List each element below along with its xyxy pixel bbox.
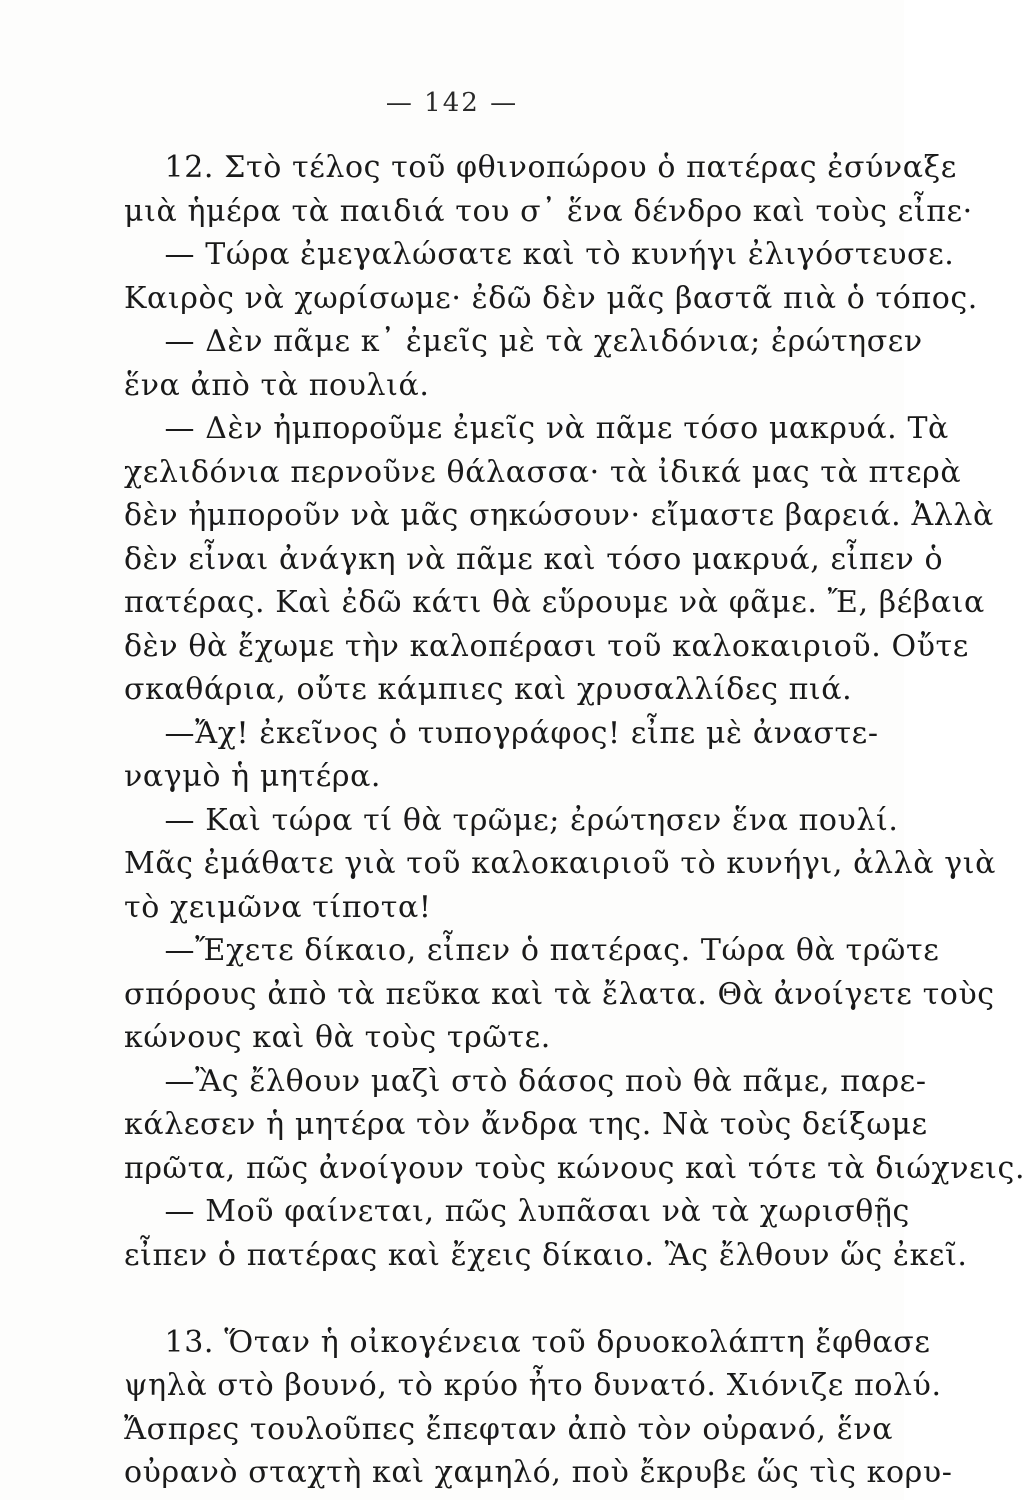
text-line: ναγμὸ ἡ μητέρα. (124, 759, 382, 794)
text-line: μιὰ ἡμέρα τὰ παιδιά του σ᾽ ἕνα δένδρο καὶ τοὺς εἶπε· (124, 193, 973, 229)
text-line: κώνους καὶ θὰ τοὺς τρῶτε. (124, 1020, 551, 1055)
text-line: Μᾶς ἐμάθατε γιὰ τοῦ καλοκαιριοῦ τὸ κυνήγι, ἀλλὰ γιὰ (124, 846, 996, 881)
text-line: σκαθάρια, οὔτε κάμπιες καὶ χρυσαλλίδες πιά. (124, 672, 853, 707)
text-line: — Δὲν ἠμποροῦμε ἐμεῖς νὰ πᾶμε τόσο μακρυά. Τὰ (124, 411, 949, 446)
text-line: ἕνα ἀπὸ τὰ πουλιά. (124, 367, 430, 403)
text-line: ψηλὰ στὸ βουνό, τὸ κρύο ἦτο δυνατό. Χιόνιζε πολύ. (124, 1368, 942, 1403)
text-line: δὲν εἶναι ἀνάγκη νὰ πᾶμε καὶ τόσο μακρυά, εἶπεν ὁ (124, 541, 944, 577)
text-line: δὲν ἠμποροῦν νὰ μᾶς σηκώσουν· εἴμαστε βαρειά. Ἀλλὰ (124, 498, 994, 533)
text-line: —Ἂς ἔλθουν μαζὶ στὸ δάσος ποὺ θὰ πᾶμε, παρε- (124, 1063, 927, 1099)
text-line: Ἄσπρες τουλοῦπες ἔπεφταν ἀπὸ τὸν οὐρανό, ἕνα (124, 1411, 894, 1447)
text-line: δὲν θὰ ἔχωμε τὴν καλοπέρασι τοῦ καλοκαιριοῦ. Οὔτε (124, 628, 969, 664)
text-line: — Μοῦ φαίνεται, πῶς λυπᾶσαι νὰ τὰ χωρισθῇς (124, 1194, 910, 1229)
text-line: πρῶτα, πῶς ἀνοίγουν τοὺς κώνους καὶ τότε τὰ διώχνεις. (124, 1150, 1025, 1186)
text-line: εἶπεν ὁ πατέρας καὶ ἔχεις δίκαιο. Ἂς ἔλθουν ὥς ἐκεῖ. (124, 1237, 968, 1273)
body-text (124, 146, 1025, 1495)
text-line: πατέρας. Καὶ ἐδῶ κάτι θὰ εὕρουμε νὰ φᾶμε. Ἔ, βέβαια (124, 585, 985, 620)
text-line: —Ἄχ! ἐκεῖνος ὁ τυπογράφος! εἶπε μὲ ἀναστε- (124, 715, 879, 751)
text-line: 13. Ὅταν ἡ οἰκογένεια τοῦ δρυοκολάπτη ἔφθασε (124, 1324, 931, 1360)
text-line: σπόρους ἀπὸ τὰ πεῦκα καὶ τὰ ἔλατα. Θὰ ἀνοίγετε τοὺς (124, 976, 995, 1012)
text-line: χελιδόνια περνοῦνε θάλασσα· τὰ ἰδικά μας τὰ πτερὰ (124, 454, 962, 490)
page-number: — 142 — (385, 88, 519, 118)
text-line: — Δὲν πᾶμε κ᾽ ἐμεῖς μὲ τὰ χελιδόνια; ἐρώτησεν (124, 324, 923, 359)
text-line: —Ἔχετε δίκαιο, εἶπεν ὁ πατέρας. Τώρα θὰ τρῶτε (124, 933, 940, 968)
text-line: — Καὶ τώρα τί θὰ τρῶμε; ἐρώτησεν ἕνα πουλί. (124, 802, 899, 838)
text-line: τὸ χειμῶνα τίποτα! (124, 889, 432, 925)
section-spacer (124, 1277, 906, 1321)
text-line: — Τώρα ἐμεγαλώσατε καὶ τὸ κυνήγι ἐλιγόστευσε. (124, 237, 955, 272)
text-line: Καιρὸς νὰ χωρίσωμε· ἐδῶ δὲν μᾶς βαστᾶ πιὰ ὁ τόπος. (124, 280, 978, 316)
text-line: 12. Στὸ τέλος τοῦ φθινοπώρου ὁ πατέρας ἐσύναξε (124, 150, 957, 185)
text-line: οὐρανὸ σταχτὴ καὶ χαμηλό, ποὺ ἔκρυβε ὥς τὶς κορυ- (124, 1455, 953, 1490)
text-line: κάλεσεν ἡ μητέρα τὸν ἄνδρα της. Νὰ τοὺς δείξωμε (124, 1107, 928, 1142)
